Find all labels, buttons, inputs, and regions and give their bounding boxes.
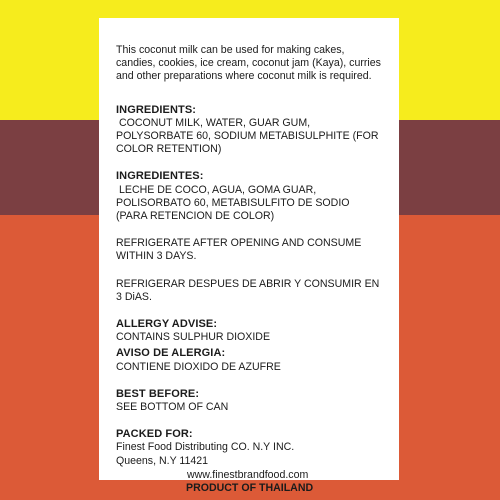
usage-line-2: candies, cookies, ice cream, coconut jam (Kaya), curries [116,57,381,70]
packed-for-heading: PACKED FOR: [116,428,193,441]
ingredientes-line-2: POLISORBATO 60, METABISULFITO DE SODIO [116,196,350,209]
best-before-text: SEE BOTTOM OF CAN [116,401,229,414]
packer-name: Finest Food Distributing CO. N.Y INC. [116,441,295,454]
refrigeration-english-line-1: REFRIGERATE AFTER OPENING AND CONSUME [116,237,362,250]
packed-for-section [116,428,399,495]
country-of-origin: PRODUCT OF THAILAND [186,482,314,495]
packer-address: Queens, N.Y 11421 [116,454,209,467]
allergy-section [116,318,399,374]
refrigeration-english-line-2: WITHIN 3 DAYS. [116,250,197,263]
website-link: www.finestbrandfood.com [187,468,309,481]
allergy-text-english: CONTAINS SULPHUR DIOXIDE [116,331,271,344]
usage-line-3: and other preparations where coconut milk is required. [116,70,372,83]
ingredientes-heading: INGREDIENTES: [116,170,204,183]
ingredients-line-2: POLYSORBATE 60, SODIUM METABISULPHITE (FOR [116,130,379,143]
ingredientes-line-3: (PARA RETENCION DE COLOR) [116,210,275,223]
allergy-heading-english: ALLERGY ADVISE: [116,318,218,331]
ingredients-section [116,104,399,157]
ingredients-line-3: COLOR RETENTION) [116,143,222,156]
refrigeration-english [116,237,399,263]
usage-description [116,44,399,84]
ingredientes-line-1: LECHE DE COCO, AGUA, GOMA GUAR, [119,183,317,196]
ingredients-line-1: COCONUT MILK, WATER, GUAR GUM, [119,116,311,129]
refrigeration-spanish [116,278,399,304]
allergy-text-spanish: CONTIENE DIOXIDO DE AZUFRE [116,360,281,373]
ingredientes-section [116,170,399,223]
best-before-section [116,388,399,414]
label-text-panel [99,18,399,495]
refrigeration-spanish-line-1: REFRIGERAR DESPUES DE ABRIR Y CONSUMIR EN [116,277,380,290]
refrigeration-spanish-line-2: 3 DiAS. [116,290,152,303]
allergy-heading-spanish: AVISO DE ALERGIA: [116,347,226,360]
ingredients-heading: INGREDIENTS: [116,103,197,116]
usage-line-1: This coconut milk can be used for making cakes, [116,44,345,56]
best-before-heading: BEST BEFORE: [116,387,200,400]
